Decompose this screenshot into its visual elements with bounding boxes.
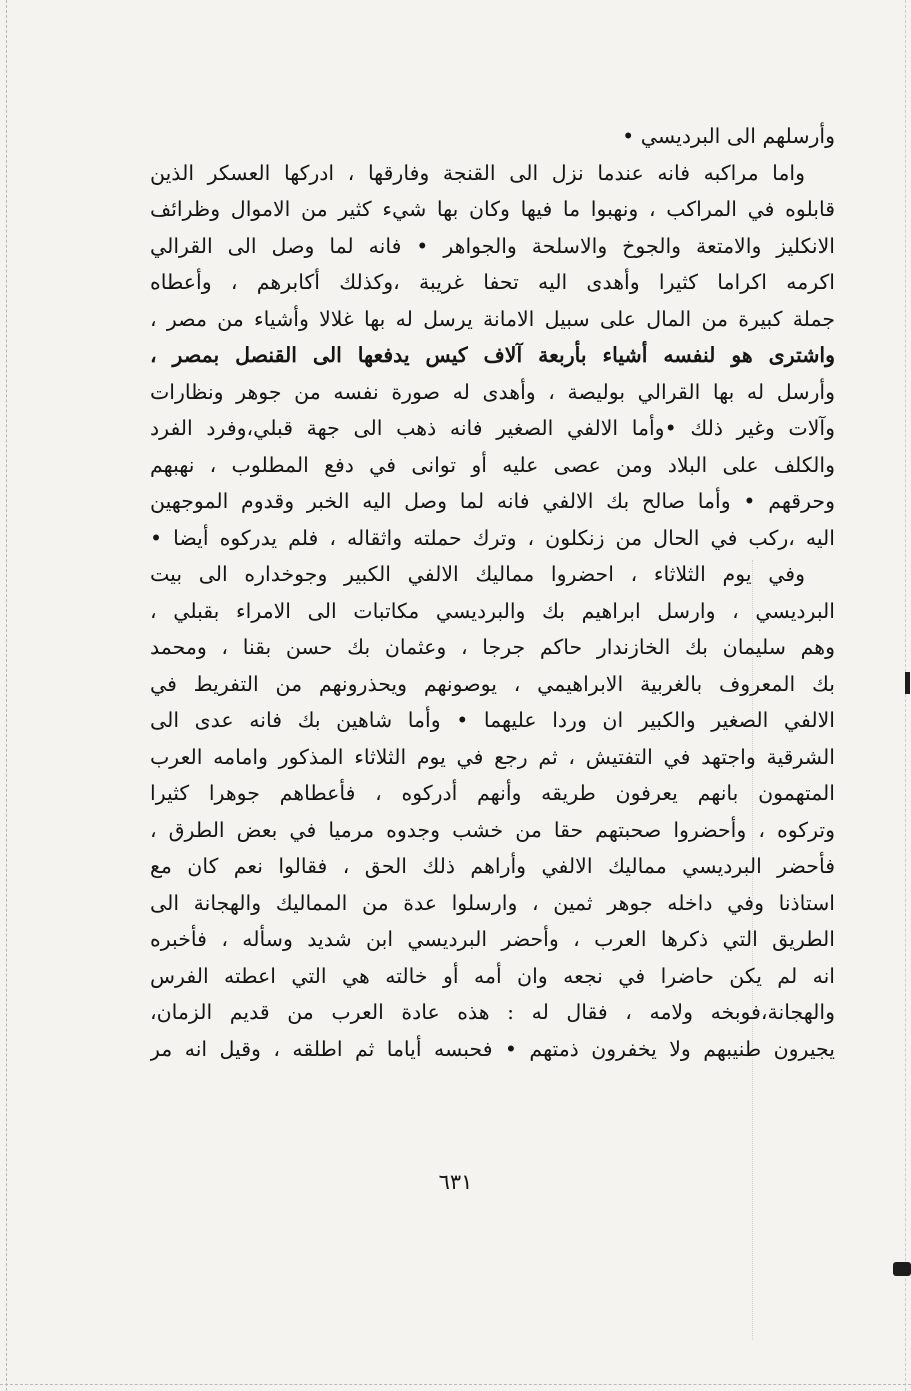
- text-line-12: اليه ،ركب في الحال من زنكلون ، وترك حملته واثقاله ، فلم يدركوه أيضا •: [150, 525, 835, 550]
- text-line-17: الالفي الصغير والكبير ان وردا عليهما • وأما شاهين بك فانه عدى الى: [150, 708, 835, 732]
- document-page: [150, 118, 835, 1067]
- bottom-scan-rule: [0, 1384, 911, 1385]
- text-line-10: والكلف على البلاد ومن عصى عليه أو توانى في دفع المطلوب ، نهبهم: [150, 452, 835, 477]
- text-line-14: البرديسي ، وارسل ابراهيم بك والبرديسي مكاتبات الى الامراء بقبلي ،: [150, 598, 835, 623]
- text-line-23: الطريق التي ذكرها العرب ، وأحضر البرديسي ابن شديد وسأله ، فأخبره: [150, 927, 835, 951]
- text-line-9: وآلات وغير ذلك •وأما الالفي الصغير فانه ذهب الى جهة قبلي،وفرد الفرد: [150, 416, 835, 440]
- text-line-7: واشترى هو لنفسه أشياء بأربعة آلاف كيس يدفعها الى القنصل بمصر ،: [150, 343, 835, 367]
- right-edge-mark: [905, 672, 910, 694]
- text-line-20: وتركوه ، وأحضروا صحبتهم حقا من خشب وجدوه مرميا في بعض الطرق ،: [150, 817, 835, 842]
- text-line-19: المتهمون بانهم يعرفون طريقه وأنهم أدركوه ، فأعطاهم جوهرا كثيرا: [150, 781, 835, 805]
- text-line-13: وفي يوم الثلاثاء ، احضروا مماليك الالفي الكبير وجوخداره الى بيت: [150, 562, 805, 586]
- text-line-15: وهم سليمان بك الخازندار حاكم جرجا ، وعثمان بك حسن بقنا ، ومحمد: [150, 635, 835, 659]
- text-line-22: استاذنا وفي داخله جوهر ثمين ، وارسلوا عدة من المماليك والهجانة الى: [150, 890, 835, 915]
- text-line-1: وأرسلهم الى البرديسي •: [622, 124, 835, 148]
- text-line-11: وحرقهم • وأما صالح بك الالفي فانه لما وصل اليه الخبر وقدوم الموجهين: [150, 489, 835, 513]
- text-line-26: يجيرون طنيبهم ولا يخفرون ذمتهم • فحبسه أياما ثم اطلقه ، وقيل انه مر: [150, 1036, 835, 1061]
- right-edge-blot: [893, 1262, 911, 1276]
- text-line-3: قابلوه في المراكب ، ونهبوا ما فيها وكان بها شيء كثير من الاموال وظرائف: [150, 197, 835, 221]
- text-line-2: واما مراكبه فانه عندما نزل الى القنجة وفارقها ، ادركها العسكر الذين: [150, 160, 805, 185]
- page-number: ٦٣١: [438, 1170, 473, 1194]
- text-line-16: بك المعروف بالغربية الابراهيمي ، يوصونهم ويحذرونهم من التفريط في: [150, 671, 835, 696]
- text-line-25: والهجانة،فوبخه ولامه ، فقال له : هذه عادة العرب من قديم الزمان،: [150, 1000, 835, 1024]
- text-line-21: فأحضر البرديسي مماليك الالفي وأراهم ذلك الحق ، فقالوا نعم كان مع: [150, 854, 835, 878]
- text-line-8: وأرسل له بها القرالي بوليصة ، وأهدى له صورة نفسه من جوهر ونظارات: [150, 379, 835, 404]
- text-line-6: جملة كبيرة من المال على سبيل الامانة يرسل له بها غلالا وأشياء من مصر ،: [150, 306, 835, 331]
- text-line-5: اكرمه اكراما كثيرا وأهدى اليه تحفا غريبة ،وكذلك أكابرهم ، وأعطاه: [150, 270, 835, 294]
- text-line-24: انه لم يكن حاضرا في نجعه وان أمه أو خالته هي التي اعطته الفرس: [150, 963, 835, 988]
- text-line-18: الشرقية واجتهد في التفتيش ، ثم رجع في يوم الثلاثاء المذكور وامامه العرب: [150, 744, 835, 769]
- text-line-4: الانكليز والامتعة والجوخ والاسلحة والجواهر • فانه لما وصل الى القرالي: [150, 233, 835, 258]
